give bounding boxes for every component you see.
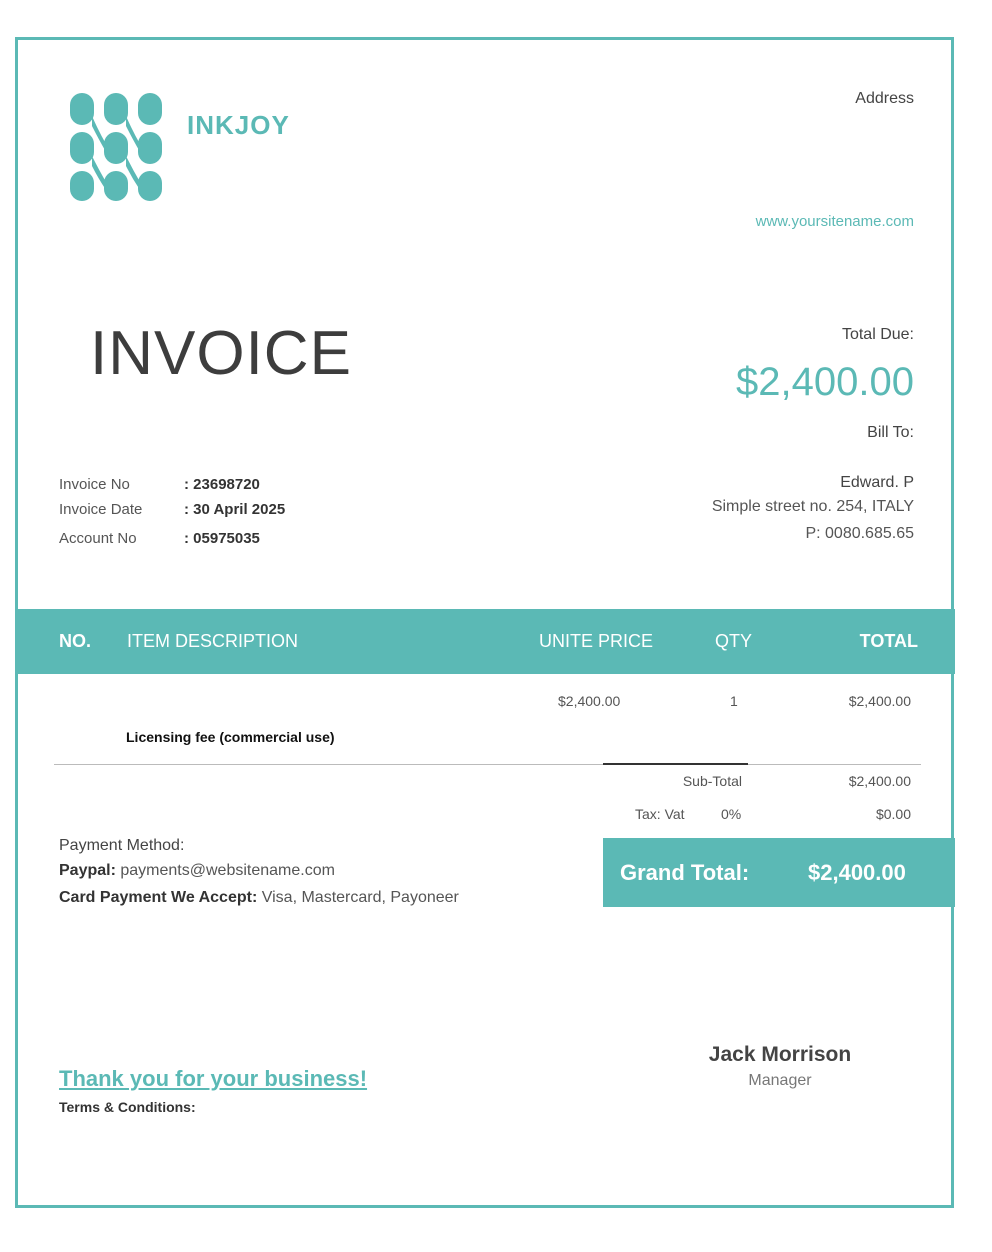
card-payment-label: Card Payment We Accept:: [59, 889, 258, 906]
terms-heading: Terms & Conditions:: [59, 1099, 196, 1115]
bill-to-name: Edward. P: [840, 474, 914, 491]
invoice-date-value: : 30 April 2025: [184, 501, 286, 518]
column-header-total: TOTAL: [859, 631, 918, 651]
row-total: $2,400.00: [848, 693, 911, 709]
subtotal-divider: [603, 763, 748, 765]
card-payment-value: Visa, Mastercard, Payoneer: [261, 889, 459, 906]
invoice-number-label: Invoice No: [59, 476, 130, 493]
thank-you-message: Thank you for your business!: [59, 1066, 368, 1091]
account-number-label: Account No: [59, 530, 137, 547]
tax-label: Tax: Vat: [635, 806, 685, 822]
bill-to-phone: P: 0080.685.65: [805, 525, 914, 542]
signer-name: Jack Morrison: [708, 1043, 852, 1066]
dot-grid-logo-icon: [68, 92, 164, 202]
signer-role: Manager: [748, 1072, 812, 1089]
tax-rate: 0%: [721, 806, 742, 822]
total-due-label: Total Due:: [841, 326, 914, 343]
grand-total-label: Grand Total:: [620, 860, 750, 885]
payment-method-heading: Payment Method:: [59, 837, 185, 854]
column-header-qty: QTY: [715, 631, 753, 651]
account-number-value: : 05975035: [184, 530, 260, 547]
card-payment-line: [59, 889, 459, 907]
subtotal-value: $2,400.00: [848, 773, 911, 789]
bill-to-label: Bill To:: [867, 424, 914, 441]
table-divider: [54, 764, 921, 765]
company-address: Address: [855, 90, 914, 107]
grand-total-value: $2,400.00: [808, 860, 906, 885]
column-header-no: NO.: [59, 631, 92, 651]
row-unit-price: $2,400.00: [558, 693, 621, 709]
brand-name: INKJOY: [187, 110, 290, 140]
tax-value: $0.00: [875, 806, 911, 822]
invoice-number-value: : 23698720: [184, 476, 260, 493]
grand-total-box: [603, 838, 955, 907]
row-qty: 1: [730, 693, 738, 709]
items-table-header: [18, 609, 955, 674]
total-due-value: $2,400.00: [736, 360, 914, 404]
row-description: Licensing fee (commercial use): [126, 729, 335, 745]
subtotal-label: Sub-Total: [682, 773, 742, 789]
column-header-description: ITEM DESCRIPTION: [127, 631, 299, 651]
company-website[interactable]: www.yoursitename.com: [755, 213, 914, 230]
column-header-unit-price: UNITE PRICE: [539, 631, 654, 651]
paypal-label: Paypal:: [59, 862, 116, 879]
bill-to-street: Simple street no. 254, ITALY: [711, 498, 914, 515]
paypal-email[interactable]: payments@websitename.com: [120, 862, 335, 879]
invoice-date-label: Invoice Date: [59, 501, 143, 518]
paypal-line: [59, 862, 335, 880]
page-title: INVOICE: [90, 319, 352, 388]
